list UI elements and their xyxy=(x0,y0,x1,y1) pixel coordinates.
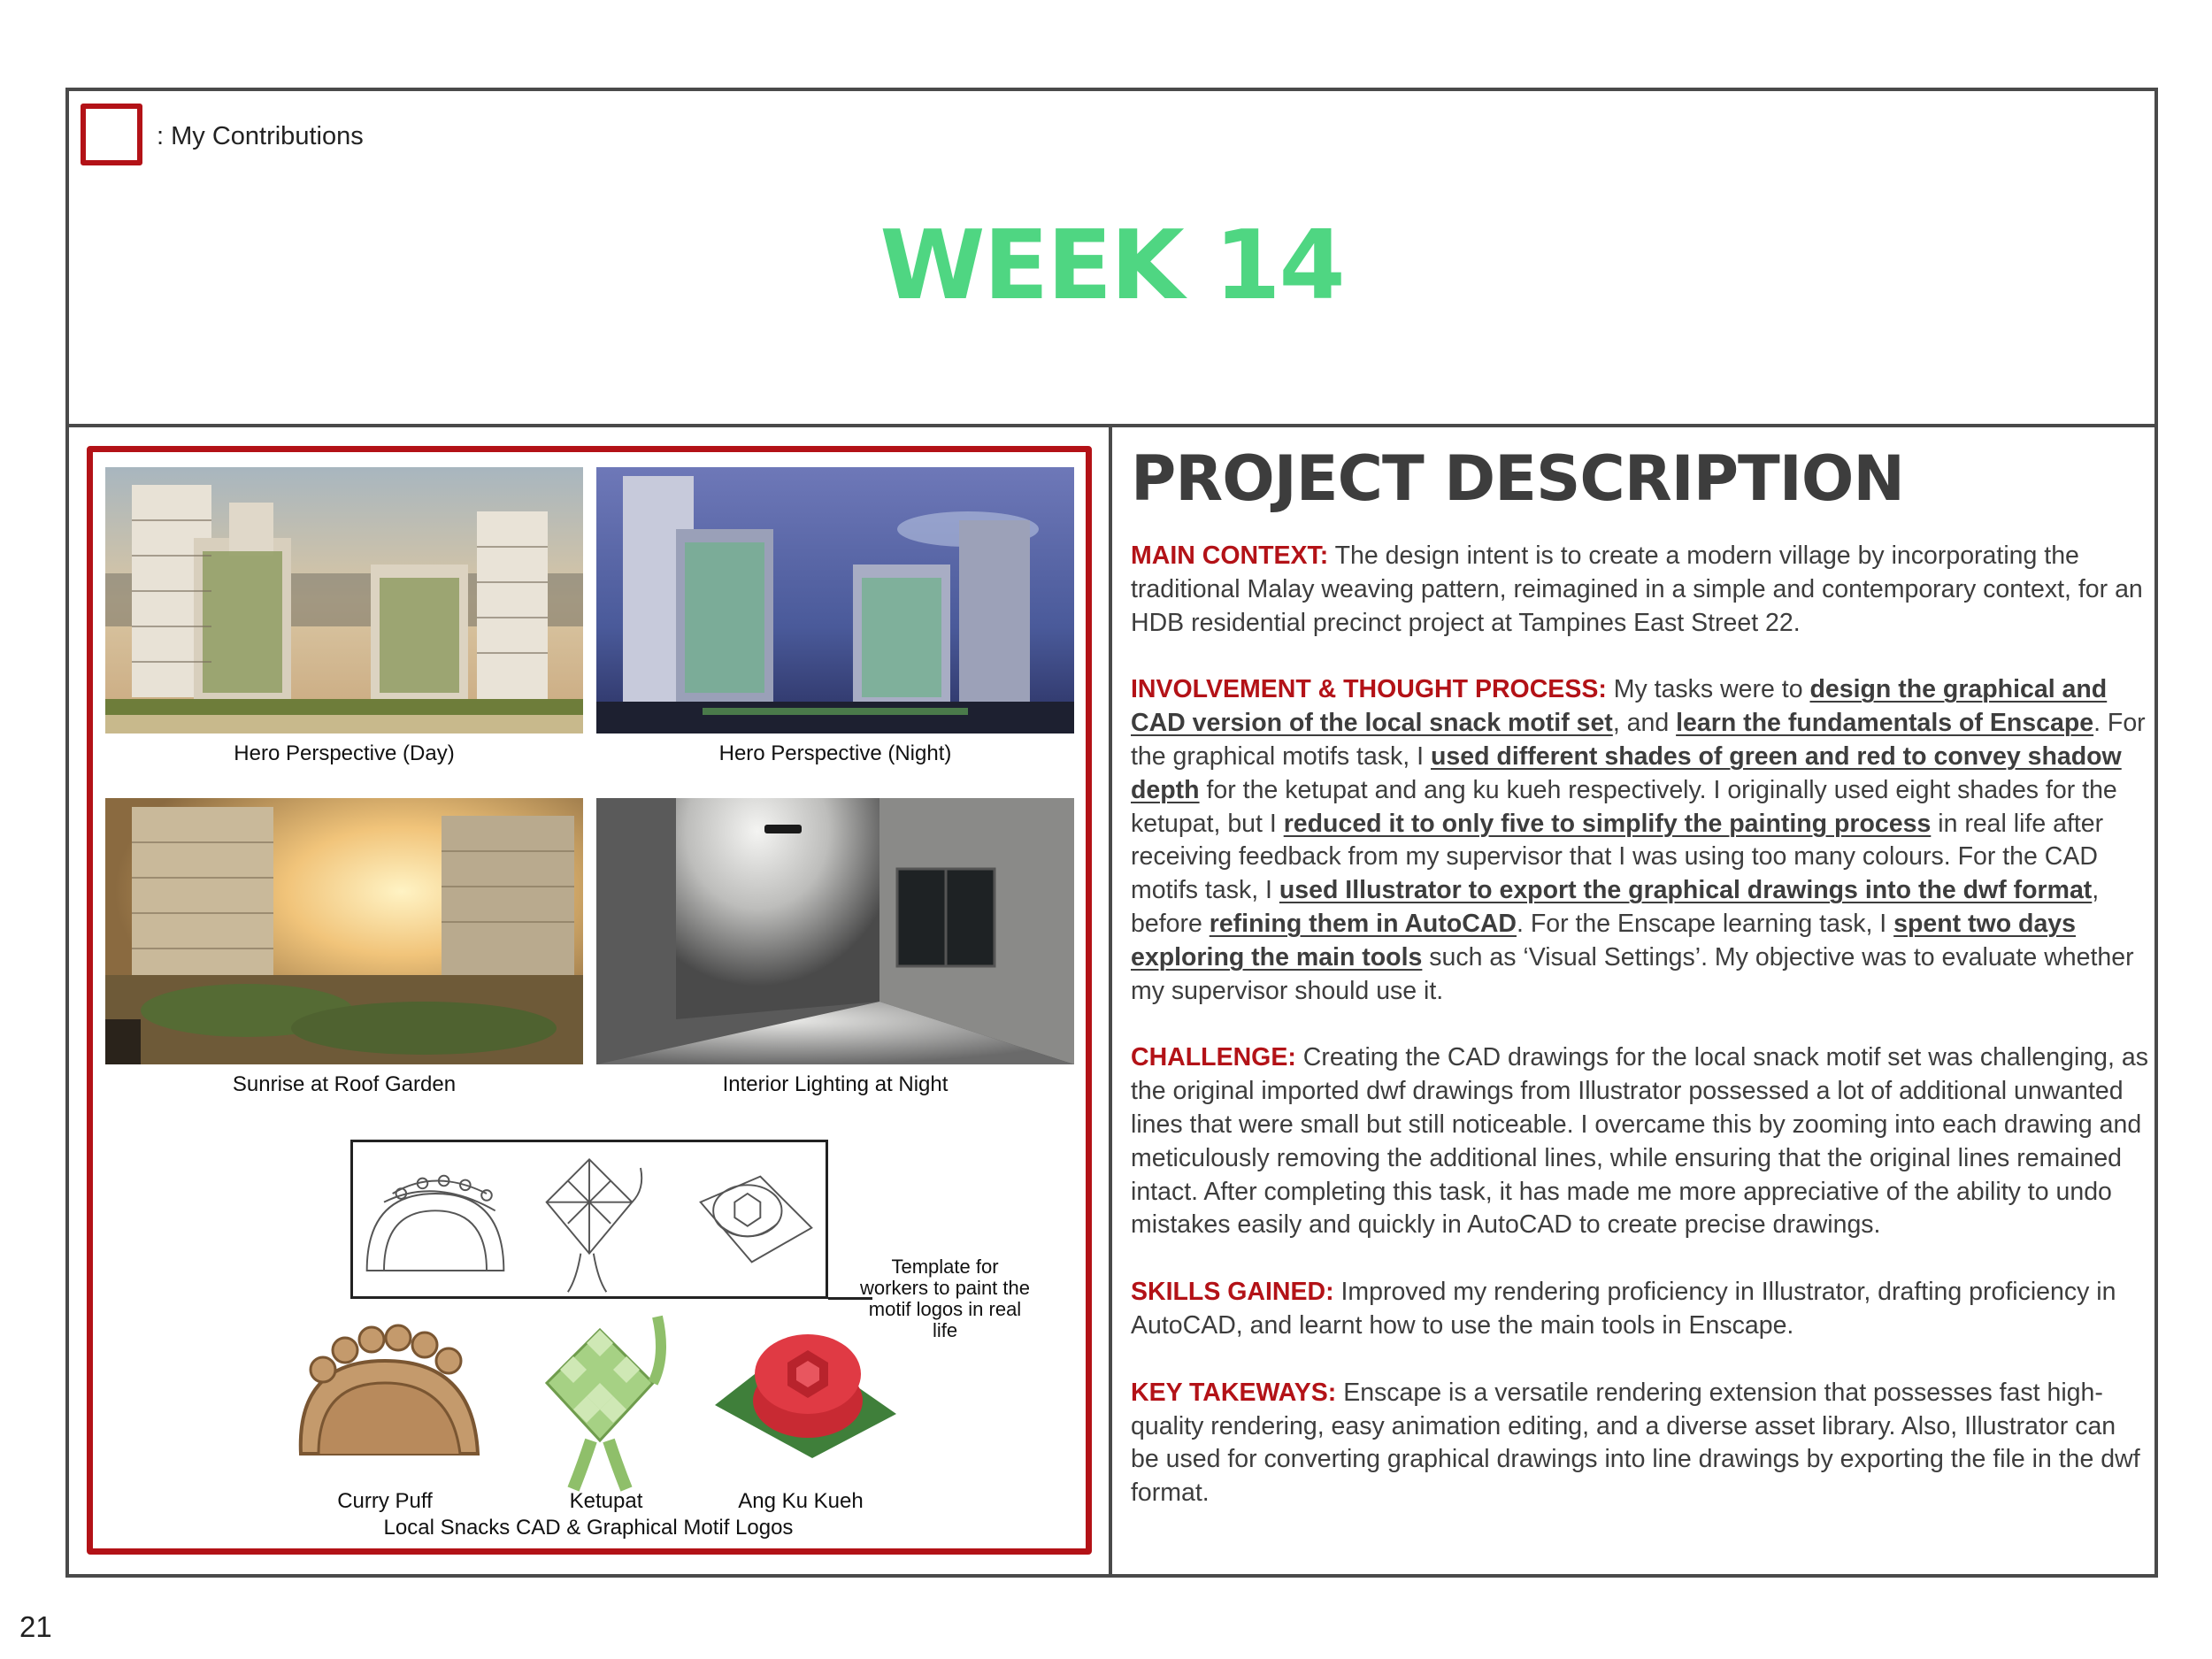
curry-puff-label: Curry Puff xyxy=(337,1489,433,1513)
involvement-text: for the ketupat and ang ku kueh respectively. I originally used eight shades for the ketupat, but I xyxy=(1131,775,2117,838)
takeaways-text: Enscape is a versatile rendering extension that possesses fast high-quality rendering, easy animation editing, and a diverse asset library. Also, Illustrator can be used for converting graphical drawings into line drawings by exporting the file in the dwf format. xyxy=(1131,1378,2140,1508)
page-number: 21 xyxy=(19,1610,52,1643)
involvement-text: such as ‘Visual Settings’. My objective was to evaluate whether my supervisor should use it. xyxy=(1131,942,2134,1005)
cad-motif-line-drawings xyxy=(353,1142,826,1296)
hero-day-render xyxy=(105,467,583,733)
takeaways-paragraph xyxy=(1131,1377,2148,1510)
involvement-text: in real life after receiving feedback from my supervisor that I was using too many colours. For the CAD motifs task, I xyxy=(1131,809,2104,905)
ketupat-motif-icon xyxy=(538,1308,671,1494)
interior-night-render xyxy=(596,798,1074,1064)
motifs-caption: Local Snacks CAD & Graphical Motif Logos xyxy=(383,1516,794,1540)
ang-ku-kueh-motif-icon xyxy=(715,1308,901,1458)
roof-garden-caption: Sunrise at Roof Garden xyxy=(232,1072,457,1096)
challenge-text: Creating the CAD drawings for the local snack motif set was challenging, as the original imported dwf drawings from Illustrator possessed a lot of additional unwanted lines that were small but still noticeable. I overcame this by zooming into each drawing and meticulously removing the additional lines, while ensuring that the original lines remained intact. After completing this task, it has made me more appreciative of the ability to undo mistakes easily and quickly in AutoCAD to create precise drawings. xyxy=(1131,1043,2148,1240)
involvement-highlight: used different shades of green and red to convey shadow depth xyxy=(1131,741,2122,804)
skills-paragraph xyxy=(1131,1276,2148,1343)
main-context-text: The design intent is to create a modern village by incorporating the traditional Malay weaving pattern, reimagined in a simple and contemporary context, for an HDB residential precinct project at Tampines East Street 22. xyxy=(1131,541,2143,637)
involvement-highlight: refining them in AutoCAD xyxy=(1209,909,1517,938)
challenge-label: CHALLENGE: xyxy=(1131,1043,1296,1072)
main-context-label: MAIN CONTEXT: xyxy=(1131,541,1329,570)
week-title: WEEK 14 xyxy=(879,211,1344,321)
involvement-highlight: spent two days exploring the main tools xyxy=(1131,909,2076,972)
main-context-paragraph xyxy=(1131,540,2148,640)
contribution-legend-label: : My Contributions xyxy=(157,122,364,150)
challenge-paragraph xyxy=(1131,1041,2148,1242)
cad-template-box xyxy=(350,1140,828,1299)
project-description-title: PROJECT DESCRIPTION xyxy=(1131,442,1904,515)
skills-label: SKILLS GAINED: xyxy=(1131,1278,1334,1307)
takeaways-label: KEY TAKEWAYS: xyxy=(1131,1378,1337,1407)
involvement-text: My tasks were to xyxy=(1606,675,1810,704)
involvement-text: , before xyxy=(1131,876,2100,938)
project-description xyxy=(1131,442,2148,1510)
ketupat-label: Ketupat xyxy=(569,1489,643,1513)
hero-night-render xyxy=(596,467,1074,733)
contribution-legend-swatch xyxy=(81,104,142,165)
template-note: Template for workers to paint the motif logos in real life xyxy=(860,1256,1030,1341)
involvement-highlight: reduced it to only five to simplify the painting process xyxy=(1283,809,1932,838)
hero-night-caption: Hero Perspective (Night) xyxy=(718,741,952,765)
involvement-paragraph xyxy=(1131,673,2148,1008)
involvement-highlight: learn the fundamentals of Enscape xyxy=(1676,709,2094,738)
involvement-text: . For the Enscape learning task, I xyxy=(1516,909,1894,938)
interior-night-caption: Interior Lighting at Night xyxy=(722,1072,949,1096)
ang-ku-kueh-label: Ang Ku Kueh xyxy=(738,1489,864,1513)
hero-day-caption: Hero Perspective (Day) xyxy=(234,741,455,765)
involvement-highlight: design the graphical and CAD version of the local snack motif set xyxy=(1131,675,2108,738)
curry-puff-motif-icon xyxy=(296,1308,482,1467)
roof-garden-render xyxy=(105,798,583,1064)
column-divider xyxy=(1109,426,1112,1576)
skills-text: Improved my rendering proficiency in Illustrator, drafting proficiency in AutoCAD, and learnt how to use the main tools in Enscape. xyxy=(1131,1278,2116,1340)
involvement-text: , and xyxy=(1612,709,1677,738)
involvement-highlight: used Illustrator to export the graphical drawings into the dwf format xyxy=(1279,876,2093,905)
involvement-text: . For the graphical motifs task, I xyxy=(1131,709,2146,771)
involvement-label: INVOLVEMENT & THOUGHT PROCESS: xyxy=(1131,675,1607,704)
